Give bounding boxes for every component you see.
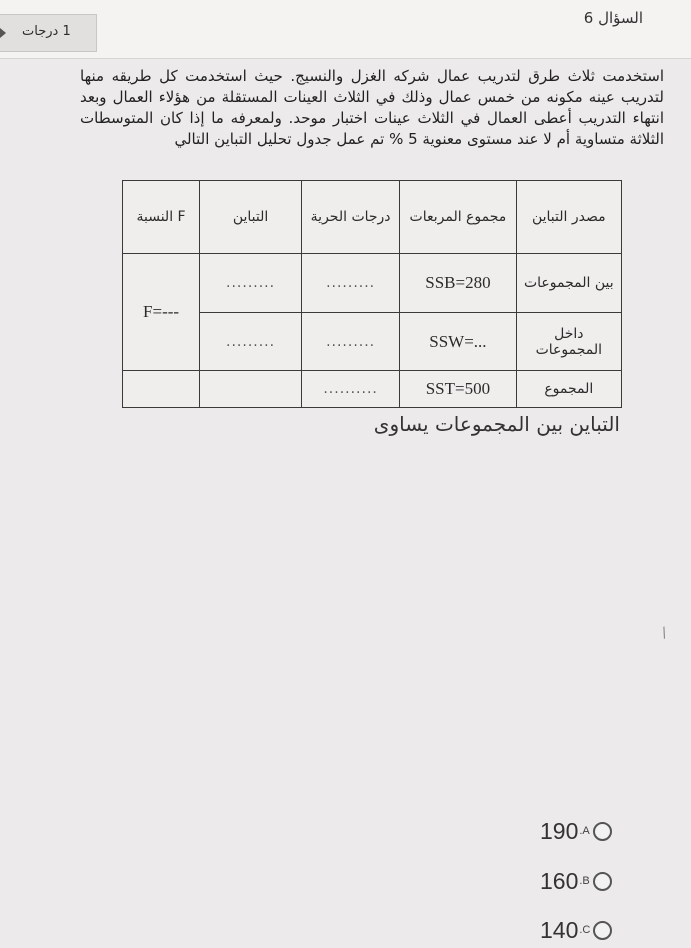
option-b[interactable] [540,865,612,897]
header-source: مصدر التباين [516,181,621,254]
row-source: داخل المجموعات [516,312,621,371]
row-ss: SST=500 [400,371,516,408]
radio-button[interactable] [593,822,612,841]
option-letter: .B [579,875,590,887]
option-value: 160 [540,867,579,894]
f-value-cell: F=--- [123,253,200,371]
points-badge [0,14,97,52]
table-row [123,253,622,312]
header-sum-squares: مجموع المربعات [400,181,516,254]
row-df: ......... [302,253,400,312]
option-value: 190 [540,817,579,844]
row-ss: SSW=... [400,312,516,371]
option-letter: .A [579,825,590,837]
row-variance [200,371,302,408]
header-f-ratio: F النسبة [123,181,200,254]
stray-mark-icon: / [659,624,670,642]
anova-table [122,180,622,408]
question-number: السؤال 6 [583,9,643,27]
triangle-right-icon [0,28,6,38]
question-header [0,0,691,59]
points-label: 1 درجات [22,24,71,39]
question-paragraph: استخدمت ثلاث طرق لتدريب عمال شركه الغزل والنسيج. حيث استخدمت كل طريقه منها لتدريب عينه مكونه من خمس عمال وذلك في الثلاث العينات المستقلة من هؤلاء العمال وبعد انتهاء التدريب أعطى العمال في الثلاث عينات اختبار موحد. ولمعرفه ما إذا كان المتوسطات الثلاثة متساوية أم لا عند مستوى معنوية 5 % تم عمل جدول تحليل التباين التالي [80,67,664,148]
row-df: ......... [302,312,400,371]
empty-f-cell [123,371,200,408]
header-df: درجات الحرية [302,181,400,254]
option-c[interactable] [540,914,612,946]
row-variance: ......... [200,312,302,371]
header-variance: التباين [200,181,302,254]
radio-button[interactable] [593,872,612,891]
question-prompt: التباين بين المجموعات يساوى [373,412,620,436]
row-df: .......... [302,371,400,408]
row-variance: ......... [200,253,302,312]
radio-button[interactable] [593,921,612,940]
table-header-row [123,181,622,254]
row-ss: SSB=280 [400,253,516,312]
row-source: بين المجموعات [516,253,621,312]
option-letter: .C [579,924,591,936]
row-source: المجموع [516,371,621,408]
option-value: 140 [540,916,579,943]
question-text [80,66,664,150]
option-a[interactable] [540,815,612,847]
table-row [123,371,622,408]
